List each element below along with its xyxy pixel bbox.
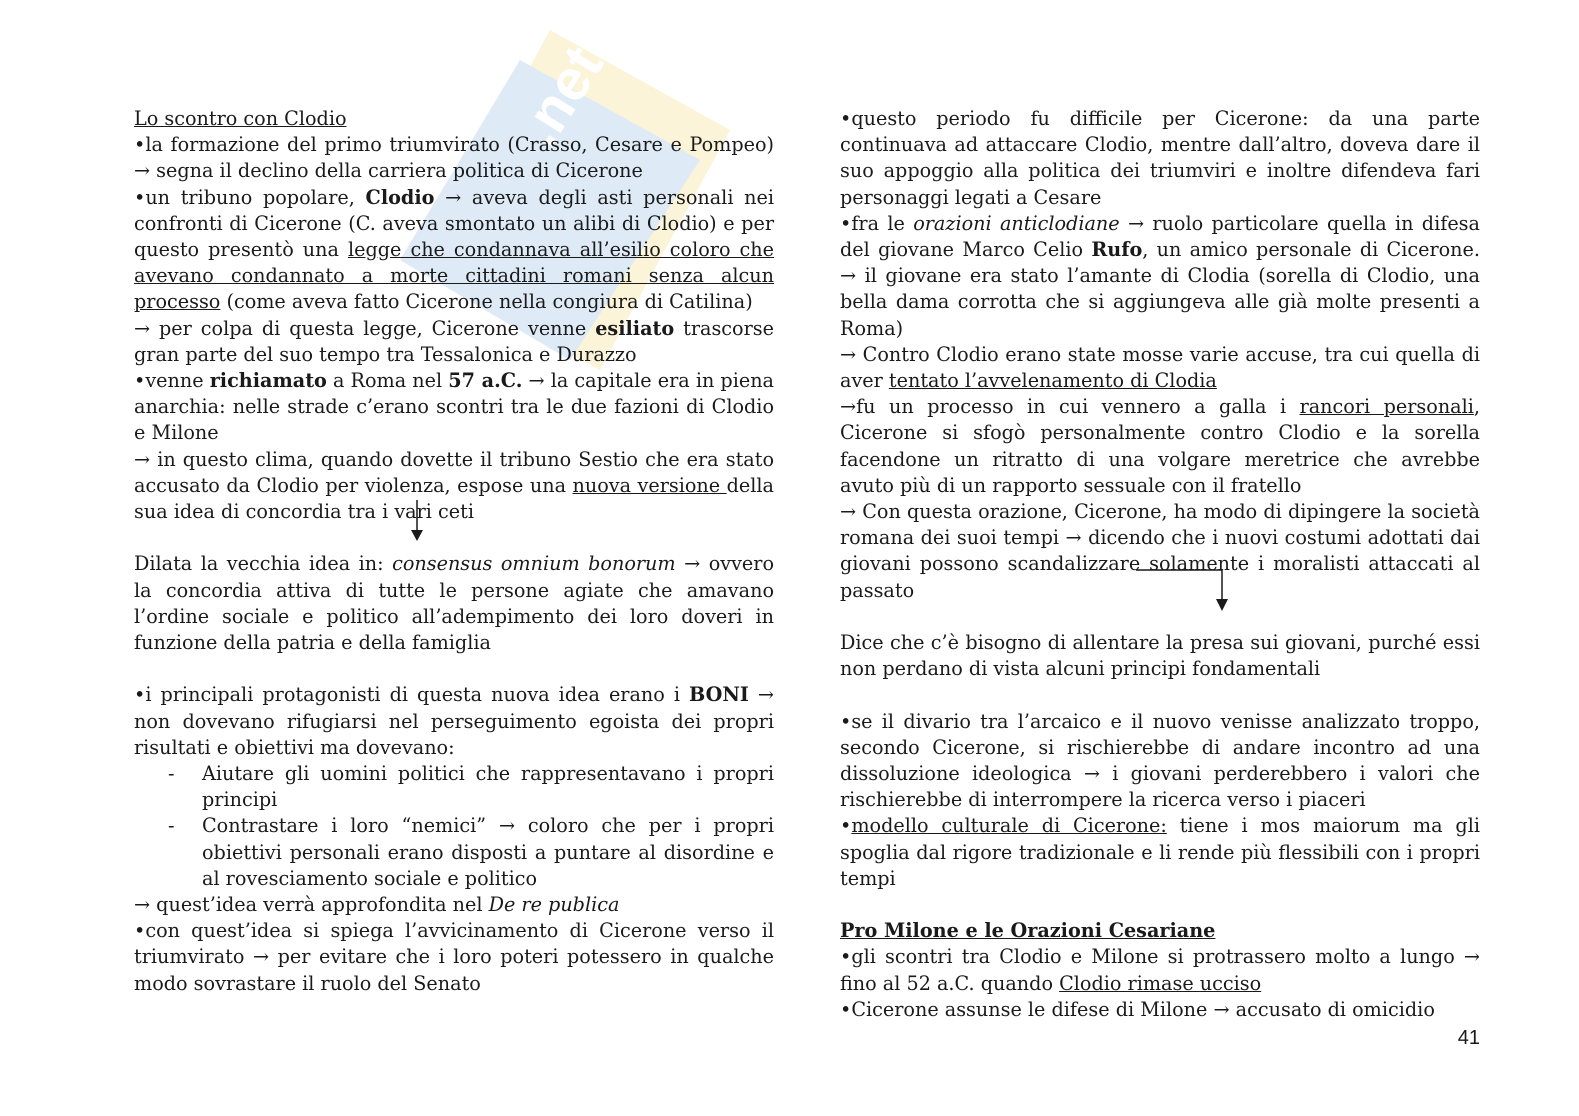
paragraph-difese-milone: •Cicerone assunse le difese di Milone → accusato di omicidio — [840, 997, 1435, 1021]
list-item: - Contrastare i loro “nemici” → coloro che per i propri obiettivi personali erano disposti a puntare al disordine e al rovesciamento sociale e politico — [202, 813, 774, 892]
arrow-icon: → — [840, 500, 857, 524]
right-column — [840, 106, 1480, 1023]
left-column — [134, 106, 774, 997]
arrow-icon: → — [434, 185, 472, 209]
arrow-icon: → — [1463, 945, 1480, 969]
paragraph-de-re-publica: → quest’idea verrà approfondita nel De re publica — [134, 893, 620, 917]
paragraph-richiamato: •venne richiamato a Roma nel 57 a.C. → la capitale era in piena anarchia: nelle strade c’erano scontri tra le due fazioni di Clodio e Milone — [134, 369, 774, 445]
paragraph-modello-culturale: •modello culturale di Cicerone: tiene i mos maiorum ma gli spoglia dal rigore tradizionale e li rende più flessibili con i propri tempi — [840, 814, 1480, 890]
paragraph-societa-romana: → Con questa orazione, Cicerone, ha modo di dipingere la società romana dei suoi tempi → dicendo che i nuovi costumi adottati dai giovani possono scandalizzare solamente i moralisti attaccati al passato — [840, 500, 1480, 602]
paragraph-sestio: → in questo clima, quando dovette il tribuno Sestio che era stato accusato da Clodio per violenza, espose una nuova versione della sua idea di concordia tra i vari ceti — [134, 447, 774, 524]
duties-list — [134, 761, 774, 892]
paragraph-avvicinamento: •con quest’idea si spiega l’avvicinamento di Cicerone verso il triumvirato → per evitare che i loro poteri potessero in qualche modo sovrastare il ruolo del Senato — [134, 919, 774, 995]
watermark-text: .net — [505, 34, 616, 157]
arrow-icon: → — [252, 945, 270, 969]
down-arrow-icon — [410, 500, 424, 542]
arrow-icon: → — [522, 369, 551, 393]
list-item: - Aiutare gli uomini politici che rappresentavano i propri principi — [202, 761, 774, 813]
arrow-icon: → — [498, 814, 516, 838]
spacer — [134, 656, 774, 682]
paragraph-scontri-milone: •gli scontri tra Clodio e Milone si protrassero molto a lungo → fino al 52 a.C. quando Clodio rimase ucciso — [840, 945, 1480, 995]
arrow-icon: → — [1119, 211, 1153, 235]
paragraph-esilio: → per colpa di questa legge, Cicerone venne esiliato trascorse gran parte del suo tempo tra Tessalonica e Durazzo — [134, 316, 774, 366]
paragraph-triumvirato: •la formazione del primo triumvirato (Crasso, Cesare e Pompeo) → segna il declino della carriera politica di Cicerone — [134, 133, 774, 183]
paragraph-consensus: Dilata la vecchia idea in: consensus omnium bonorum → ovvero la concordia attiva di tutte le persone agiate che amavano l’ordine sociale e politico all’adempimento dei loro doveri in funzione della patria e della famiglia — [134, 552, 774, 655]
paragraph-divario: •se il divario tra l’arcaico e il nuovo venisse analizzato troppo, secondo Cicerone, si rischierebbe di andare incontro ad una dissoluzione ideologica → i giovani perderebbero i valori che rischierebbe di interrompere la ricerca verso i piaceri — [840, 709, 1480, 812]
arrow-icon: → — [134, 159, 151, 183]
paragraph-periodo-difficile: •questo periodo fu difficile per Cicerone: da una parte continuava ad attaccare Clodio, mentre dall’altro, doveva dare il suo appoggio alla politica dei triumviri e inoltre difendeva fari personaggi legati a Cesare — [840, 107, 1480, 209]
paragraph-anticlodiane: •fra le orazioni anticlodiane → ruolo particolare quella in difesa del giovane Marco Celio Rufo, un amico personale di Cicerone. → il giovane era stato l’amante di Clodia (sorella di Clodio, una bella dama corrotta che si aggiungeva alle già molte presenti a Roma) — [840, 211, 1480, 340]
spacer — [134, 525, 774, 551]
arrow-icon: → — [1213, 997, 1230, 1021]
elbow-arrow-icon — [1136, 569, 1236, 613]
arrow-icon: → — [134, 893, 151, 917]
paragraph-boni: •i principali protagonisti di questa nuova idea erano i BONI → non dovevano rifugiarsi nel perseguimento egoista dei propri risultati e obiettivi ma dovevano: — [134, 683, 774, 759]
spacer — [840, 682, 1480, 708]
page-number: 41 — [1457, 1027, 1480, 1049]
arrow-icon: → — [1065, 526, 1082, 550]
paragraph-accuse: → Contro Clodio erano state mosse varie accuse, tra cui quella di aver tentato l’avvelenamento di Clodia — [840, 342, 1480, 393]
arrow-icon: → — [675, 552, 709, 576]
paragraph-processo: →fu un processo in cui vennero a galla i rancori personali, Cicerone si sfogò personalmente contro Clodio e la sorella facendone un ritratto di una volgare meretrice che avrebbe avuto più di un rapporto sessuale con il fratello — [840, 395, 1480, 497]
paragraph-clodio-legge: •un tribuno popolare, Clodio → aveva degli asti personali nei confronti di Cicerone (C. aveva smontato un alibi di Clodio) e per questo presentò una legge che condannava all’esilio coloro che avevano condannato a morte cittadini romani senza alcun processo (come aveva fatto Cicerone nella congiura di Catilina) — [134, 185, 774, 314]
section-title-pro-milone: Pro Milone e le Orazioni Cesariane — [840, 919, 1216, 943]
arrow-icon: → — [134, 447, 151, 471]
arrow-icon: → — [1083, 762, 1100, 786]
arrow-icon: → — [134, 316, 151, 340]
arrow-icon: → — [840, 395, 857, 419]
spacer — [840, 892, 1480, 918]
paragraph-giovani: Dice che c’è bisogno di allentare la presa sui giovani, purché essi non perdano di vista alcuni principi fondamentali — [840, 631, 1480, 681]
arrow-icon: → — [840, 342, 857, 366]
arrow-icon: → — [748, 683, 774, 707]
section-title-scontro-clodio: Lo scontro con Clodio — [134, 107, 347, 130]
arrow-icon: → — [840, 264, 857, 288]
